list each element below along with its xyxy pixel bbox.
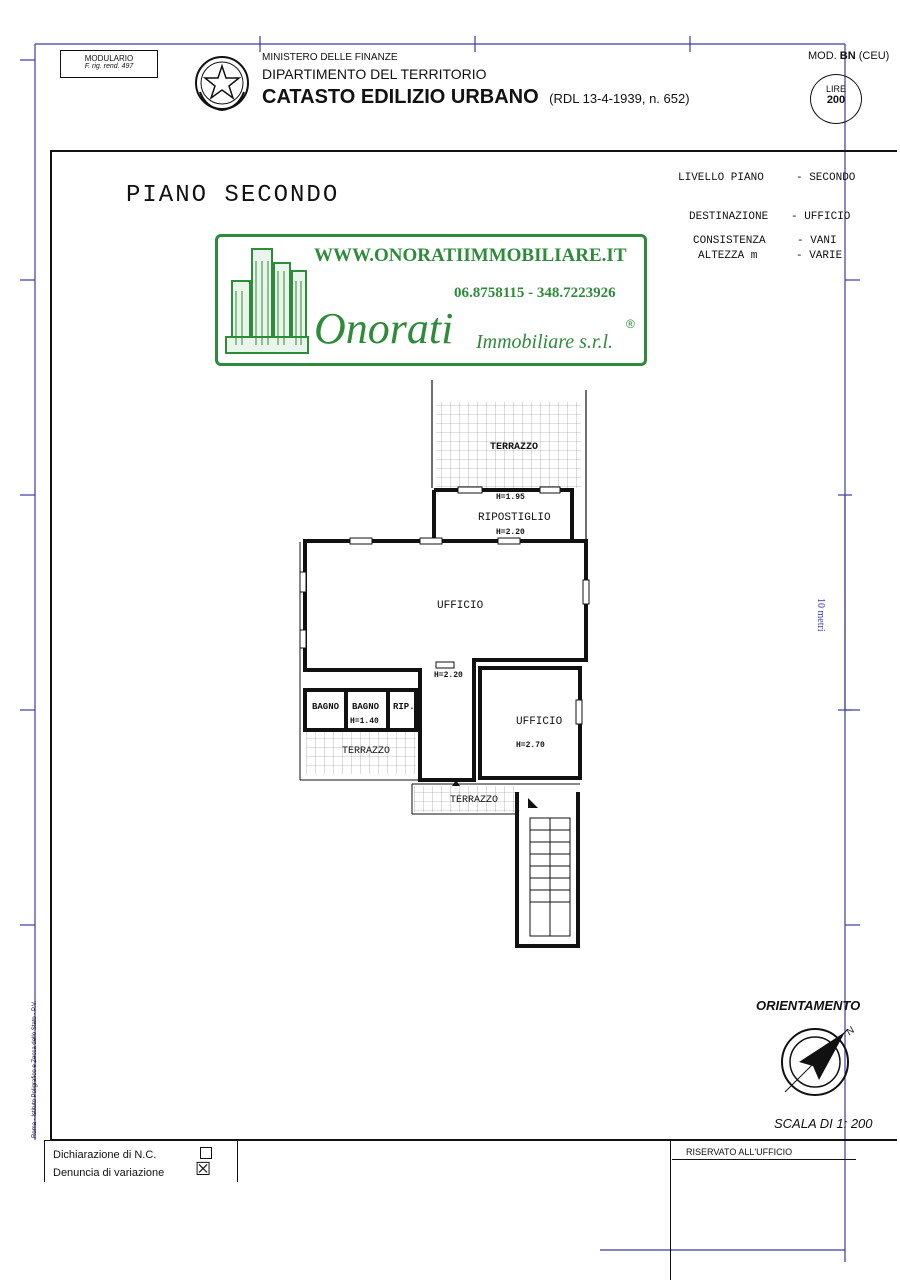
footer-divider — [44, 1140, 856, 1141]
info-label: DESTINAZIONE — [689, 211, 769, 223]
ministry-name: MINISTERO DELLE FINANZE — [262, 52, 398, 63]
reserved-label: RISERVATO ALL'UFFICIO — [686, 1147, 793, 1157]
height-label: H=2.20 — [496, 528, 525, 537]
room-label: BAGNO — [352, 702, 380, 712]
floor-title: PIANO SECONDO — [126, 182, 340, 209]
reserved-box-left-rule — [670, 1140, 671, 1280]
north-label: N — [844, 1024, 857, 1039]
info-label: CONSISTENZA — [693, 235, 766, 247]
info-label: ALTEZZA m — [698, 250, 758, 262]
info-label: LIVELLO PIANO — [678, 172, 764, 184]
info-value: - VANI — [797, 235, 837, 247]
department-name: DIPARTIMENTO DEL TERRITORIO — [262, 66, 487, 82]
room-label: RIPOSTIGLIO — [478, 512, 551, 524]
variation-label: Denuncia di variazione — [53, 1167, 165, 1179]
document-title-text: CATASTO EDILIZIO URBANO — [262, 86, 539, 108]
model-suffix: (CEU) — [858, 50, 890, 62]
side-print-note: Roma - Istituto Poligrafico e Zecca dello Stato - P.V. — [32, 1000, 38, 1138]
height-label: H=1.95 — [496, 493, 525, 502]
variation-checkbox[interactable]: ☒ — [195, 1159, 212, 1179]
room-label: UFFICIO — [437, 600, 484, 612]
form-code-line1: MODULARIO — [84, 54, 134, 63]
height-label: H=1.40 — [350, 717, 379, 726]
height-label: H=2.20 — [434, 671, 463, 680]
watermark-registered: ® — [626, 317, 635, 331]
footer-mid-rule — [237, 1140, 238, 1182]
room-label: TERRAZZO — [450, 795, 499, 806]
watermark-sub: Immobiliare s.r.l. — [476, 331, 614, 353]
scale-bar-label: 10 metri — [815, 598, 826, 632]
watermark-url: WWW.ONORATIIMMOBILIARE.IT — [314, 245, 627, 266]
compass-icon — [775, 1022, 855, 1102]
info-value: - SECONDO — [796, 172, 856, 184]
watermark-brand: Onorati — [314, 304, 454, 353]
room-label: TERRAZZO — [342, 746, 391, 757]
model-prefix: MOD. — [808, 50, 837, 62]
height-label: H=2.70 — [516, 741, 545, 750]
law-reference: (RDL 13-4-1939, n. 652) — [549, 91, 690, 106]
watermark-phones: 06.8758115 - 348.7223926 — [454, 285, 616, 301]
info-value: - UFFICIO — [791, 211, 851, 223]
stamp-currency: LIRE — [825, 84, 846, 94]
stamp-value: 200 — [826, 94, 846, 106]
room-label: BAGNO — [312, 702, 340, 712]
scale-label: SCALA DI 1: 200 — [774, 1116, 873, 1131]
orientation-label: ORIENTAMENTO — [756, 998, 860, 1013]
model-code-value: BN — [839, 50, 856, 62]
reserved-underline — [672, 1159, 856, 1160]
form-code-line2: F. rig. rend. 497 — [84, 63, 134, 70]
room-label: RIP. — [393, 702, 415, 712]
room-label: UFFICIO — [516, 716, 563, 728]
room-label: TERRAZZO — [490, 442, 539, 453]
footer-left-rule — [44, 1140, 45, 1182]
nc-checkbox[interactable] — [200, 1147, 212, 1159]
nc-label: Dichiarazione di N.C. — [53, 1149, 157, 1161]
info-value: - VARIE — [796, 250, 843, 262]
